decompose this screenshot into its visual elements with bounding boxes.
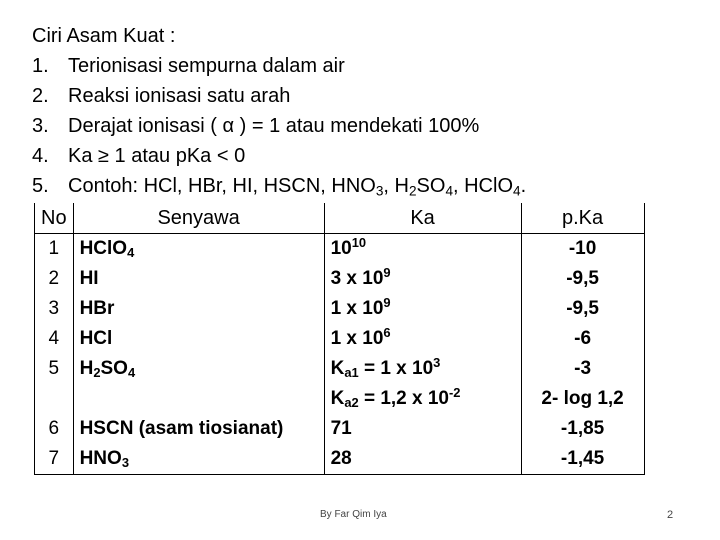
header-ka: Ka — [324, 203, 521, 234]
list-item: 5. Contoh: HCl, HBr, HI, HSCN, $HNO_3$, $H_2SO_4$, HClO$_4$. — [32, 171, 526, 201]
examples-text: Contoh: HCl, HBr, HI, HSCN, $HNO_3$, $H_2SO_4$, HClO$_4$. — [68, 175, 527, 199]
slide-heading: Ciri Asam Kuat : — [32, 25, 176, 47]
list-item: 3. Derajat ionisasi ( α ) = 1 atau mendekati 100% — [32, 115, 480, 137]
table-row: 7 $HNO_3$ 28 -1,45 — [35, 444, 645, 475]
table-row: 6 HSCN (asam tiosianat) 71 -1,85 — [35, 414, 645, 444]
page-number: 2 — [667, 509, 674, 521]
table-row: 5 $H_2SO_4$ $K_{a1} = 1$ x $10^3$ -3 — [35, 354, 645, 384]
list-item: 1. Terionisasi sempurna dalam air — [32, 55, 345, 77]
list-item: 4. Ka ≥ 1 atau pKa < 0 — [32, 145, 246, 167]
criteria-list — [32, 51, 526, 201]
table-row: 4 HCl 1 x $10^6$ -6 — [35, 324, 645, 354]
acid-table — [34, 203, 645, 475]
table-row: 2 HI 3 x $10^9$ -9,5 — [35, 264, 645, 294]
table-row: 1 HClO$_4$ $10^{10}$ -10 — [35, 234, 645, 265]
footer-author: By Far Qim Iya — [320, 509, 387, 520]
table-row: 3 HBr 1 x $10^9$ -9,5 — [35, 294, 645, 324]
header-pka: p.Ka — [521, 203, 644, 234]
header-no: No — [35, 203, 74, 234]
table-row: $K_{a2} = 1,2$ x $10^{-2}$ 2- log 1,2 — [35, 384, 645, 414]
table-header-row — [35, 203, 645, 234]
header-senyawa: Senyawa — [73, 203, 324, 234]
list-item: 2. Reaksi ionisasi satu arah — [32, 85, 291, 107]
